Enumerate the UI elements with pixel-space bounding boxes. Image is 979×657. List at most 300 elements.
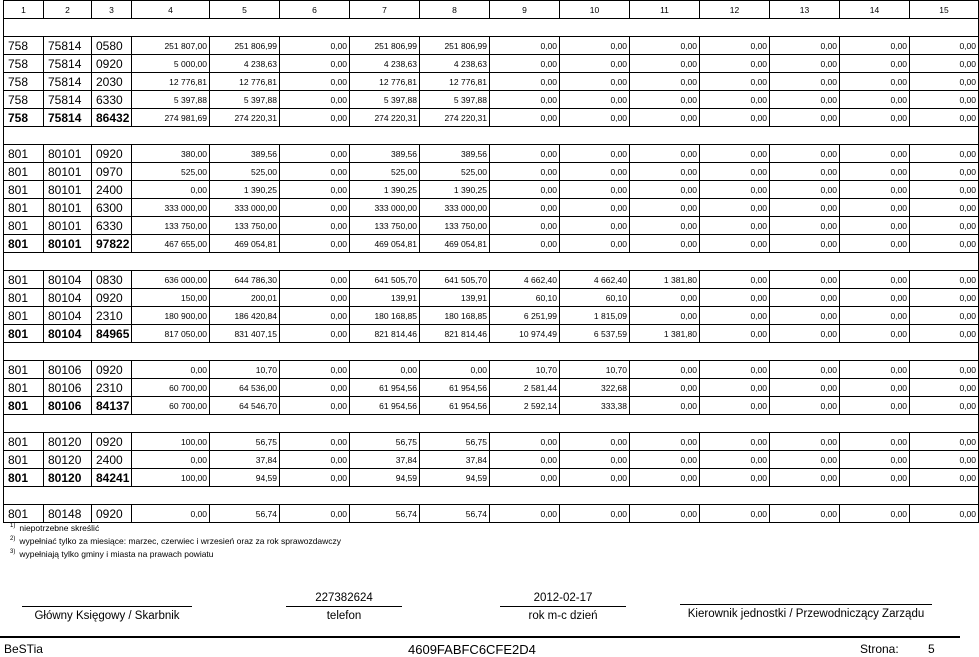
section-code: 801 xyxy=(4,199,44,217)
amount-cell: 0,00 xyxy=(280,271,350,289)
amount-cell: 6 251,99 xyxy=(490,307,560,325)
amount-cell: 0,00 xyxy=(840,181,910,199)
chapter-code: 75814 xyxy=(44,91,92,109)
amount-cell: 0,00 xyxy=(840,505,910,523)
amount-cell: 0,00 xyxy=(132,181,210,199)
amount-cell: 4 238,63 xyxy=(210,55,280,73)
amount-cell: 0,00 xyxy=(770,91,840,109)
table-row xyxy=(4,379,979,397)
amount-cell: 0,00 xyxy=(840,307,910,325)
amount-cell: 0,00 xyxy=(700,361,770,379)
amount-cell: 333 000,00 xyxy=(210,199,280,217)
amount-cell: 0,00 xyxy=(910,91,979,109)
amount-cell: 0,00 xyxy=(560,505,630,523)
amount-cell: 0,00 xyxy=(770,235,840,253)
amount-cell: 0,00 xyxy=(910,163,979,181)
amount-cell: 0,00 xyxy=(560,109,630,127)
amount-cell: 0,00 xyxy=(630,397,700,415)
paragraph-code: 2310 xyxy=(92,307,132,325)
chapter-code: 80106 xyxy=(44,361,92,379)
amount-cell: 525,00 xyxy=(210,163,280,181)
amount-cell: 0,00 xyxy=(910,181,979,199)
chapter-code: 80101 xyxy=(44,145,92,163)
amount-cell: 0,00 xyxy=(630,505,700,523)
amount-cell: 0,00 xyxy=(910,397,979,415)
amount-cell: 0,00 xyxy=(630,37,700,55)
separator-cell xyxy=(4,19,979,37)
table-row xyxy=(4,505,979,523)
amount-cell: 0,00 xyxy=(770,217,840,235)
amount-cell: 0,00 xyxy=(910,289,979,307)
amount-cell: 0,00 xyxy=(630,307,700,325)
amount-cell: 0,00 xyxy=(132,361,210,379)
chapter-code: 80101 xyxy=(44,217,92,235)
amount-cell: 0,00 xyxy=(350,361,420,379)
amount-cell: 10,70 xyxy=(560,361,630,379)
amount-cell: 525,00 xyxy=(420,163,490,181)
amount-cell: 0,00 xyxy=(630,217,700,235)
amount-cell: 0,00 xyxy=(280,73,350,91)
amount-cell: 0,00 xyxy=(700,469,770,487)
table-row xyxy=(4,361,979,379)
amount-cell: 1 381,80 xyxy=(630,271,700,289)
table-row xyxy=(4,307,979,325)
column-header: 6 xyxy=(280,1,350,19)
amount-cell: 94,59 xyxy=(210,469,280,487)
chapter-code: 80101 xyxy=(44,163,92,181)
amount-cell: 0,00 xyxy=(630,289,700,307)
amount-cell: 0,00 xyxy=(630,163,700,181)
amount-cell: 0,00 xyxy=(630,91,700,109)
amount-cell: 525,00 xyxy=(132,163,210,181)
amount-cell: 0,00 xyxy=(840,433,910,451)
amount-cell: 61 954,56 xyxy=(350,397,420,415)
amount-cell: 0,00 xyxy=(840,289,910,307)
table-row xyxy=(4,217,979,235)
amount-cell: 0,00 xyxy=(910,271,979,289)
amount-cell: 0,00 xyxy=(910,235,979,253)
footnotes xyxy=(10,521,341,559)
section-code: 758 xyxy=(4,55,44,73)
section-code: 758 xyxy=(4,37,44,55)
amount-cell: 133 750,00 xyxy=(350,217,420,235)
amount-cell: 0,00 xyxy=(840,235,910,253)
amount-cell: 56,74 xyxy=(420,505,490,523)
section-code: 801 xyxy=(4,163,44,181)
table-row xyxy=(4,271,979,289)
amount-cell: 0,00 xyxy=(770,379,840,397)
amount-cell: 61 954,56 xyxy=(350,379,420,397)
amount-cell: 0,00 xyxy=(630,361,700,379)
amount-cell: 251 806,99 xyxy=(420,37,490,55)
amount-cell: 274 981,69 xyxy=(132,109,210,127)
amount-cell: 0,00 xyxy=(560,235,630,253)
section-code: 801 xyxy=(4,361,44,379)
amount-cell: 0,00 xyxy=(770,469,840,487)
date-value: 2012-02-17 xyxy=(533,592,593,604)
amount-cell: 64 536,00 xyxy=(210,379,280,397)
amount-cell: 0,00 xyxy=(280,451,350,469)
amount-cell: 251 806,99 xyxy=(350,37,420,55)
amount-cell: 133 750,00 xyxy=(132,217,210,235)
chapter-code: 80120 xyxy=(44,469,92,487)
amount-cell: 0,00 xyxy=(840,163,910,181)
amount-cell: 0,00 xyxy=(280,181,350,199)
amount-cell: 60 700,00 xyxy=(132,397,210,415)
amount-cell: 0,00 xyxy=(700,199,770,217)
amount-cell: 469 054,81 xyxy=(420,235,490,253)
table-row xyxy=(4,145,979,163)
amount-cell: 0,00 xyxy=(560,451,630,469)
amount-cell: 10,70 xyxy=(490,361,560,379)
table-row xyxy=(4,199,979,217)
amount-cell: 0,00 xyxy=(560,217,630,235)
amount-cell: 200,01 xyxy=(210,289,280,307)
amount-cell: 0,00 xyxy=(560,145,630,163)
amount-cell: 180 168,85 xyxy=(420,307,490,325)
amount-cell: 0,00 xyxy=(770,451,840,469)
paragraph-code: 6300 xyxy=(92,199,132,217)
amount-cell: 831 407,15 xyxy=(210,325,280,343)
chapter-code: 80120 xyxy=(44,451,92,469)
amount-cell: 5 000,00 xyxy=(132,55,210,73)
amount-cell: 0,00 xyxy=(490,55,560,73)
amount-cell: 0,00 xyxy=(490,109,560,127)
amount-cell: 0,00 xyxy=(700,37,770,55)
amount-cell: 94,59 xyxy=(350,469,420,487)
amount-cell: 5 397,88 xyxy=(420,91,490,109)
page-footer xyxy=(0,636,960,656)
amount-cell: 0,00 xyxy=(280,199,350,217)
group-separator xyxy=(4,253,979,271)
amount-cell: 0,00 xyxy=(770,505,840,523)
amount-cell: 0,00 xyxy=(132,451,210,469)
amount-cell: 61 954,56 xyxy=(420,379,490,397)
paragraph-code: 0920 xyxy=(92,361,132,379)
amount-cell: 0,00 xyxy=(840,325,910,343)
amount-cell: 0,00 xyxy=(280,433,350,451)
amount-cell: 0,00 xyxy=(280,37,350,55)
amount-cell: 467 655,00 xyxy=(132,235,210,253)
group-separator xyxy=(4,415,979,433)
date-signature xyxy=(500,592,626,622)
chapter-code: 80101 xyxy=(44,181,92,199)
amount-cell: 0,00 xyxy=(560,91,630,109)
separator-cell xyxy=(4,127,979,145)
amount-cell: 0,00 xyxy=(770,271,840,289)
paragraph-code: 0920 xyxy=(92,289,132,307)
amount-cell: 0,00 xyxy=(280,235,350,253)
amount-cell: 6 537,59 xyxy=(560,325,630,343)
paragraph-code: 2400 xyxy=(92,451,132,469)
phone-value: 227382624 xyxy=(315,592,373,604)
amount-cell: 0,00 xyxy=(910,505,979,523)
paragraph-code: 0970 xyxy=(92,163,132,181)
amount-cell: 0,00 xyxy=(630,145,700,163)
amount-cell: 0,00 xyxy=(280,145,350,163)
amount-cell: 0,00 xyxy=(700,379,770,397)
amount-cell: 0,00 xyxy=(700,91,770,109)
footnote: $^{1)}$ niepotrzebne skreślić xyxy=(10,522,100,533)
amount-cell: 0,00 xyxy=(420,361,490,379)
amount-cell: 1 390,25 xyxy=(210,181,280,199)
amount-cell: 1 815,09 xyxy=(560,307,630,325)
chapter-code: 80104 xyxy=(44,289,92,307)
amount-cell: 0,00 xyxy=(700,289,770,307)
subtotal-row xyxy=(4,109,979,127)
column-header: 2 xyxy=(44,1,92,19)
table-row xyxy=(4,55,979,73)
section-code: 801 xyxy=(4,469,44,487)
amount-cell: 100,00 xyxy=(132,433,210,451)
phone-signature xyxy=(286,592,402,622)
table-row xyxy=(4,289,979,307)
amount-cell: 56,74 xyxy=(210,505,280,523)
amount-cell: 0,00 xyxy=(700,307,770,325)
amount-cell: 0,00 xyxy=(700,55,770,73)
amount-cell: 0,00 xyxy=(910,199,979,217)
amount-cell: 0,00 xyxy=(560,181,630,199)
amount-cell: 0,00 xyxy=(490,433,560,451)
amount-cell: 0,00 xyxy=(770,325,840,343)
section-code: 801 xyxy=(4,289,44,307)
amount-cell: 0,00 xyxy=(770,199,840,217)
paragraph-code: 6330 xyxy=(92,217,132,235)
paragraph-code: 2400 xyxy=(92,181,132,199)
amount-cell: 0,00 xyxy=(910,361,979,379)
amount-cell: 0,00 xyxy=(560,37,630,55)
amount-cell: 180 168,85 xyxy=(350,307,420,325)
subtotal-row xyxy=(4,325,979,343)
amount-cell: 469 054,81 xyxy=(350,235,420,253)
amount-cell: 0,00 xyxy=(910,73,979,91)
date-label: rok m-c dzień xyxy=(500,606,626,622)
column-header: 10 xyxy=(560,1,630,19)
amount-cell: 0,00 xyxy=(280,109,350,127)
amount-cell: 469 054,81 xyxy=(210,235,280,253)
amount-cell: 0,00 xyxy=(840,145,910,163)
amount-cell: 0,00 xyxy=(840,91,910,109)
amount-cell: 0,00 xyxy=(490,163,560,181)
amount-cell: 0,00 xyxy=(490,37,560,55)
paragraph-code: 0920 xyxy=(92,505,132,523)
phone-label: telefon xyxy=(286,606,402,622)
footnote: $^{3)}$ wypełniają tylko gminy i miasta na prawach powiatu xyxy=(10,548,214,559)
amount-cell: 0,00 xyxy=(700,505,770,523)
amount-cell: 139,91 xyxy=(420,289,490,307)
amount-cell: 0,00 xyxy=(840,361,910,379)
chapter-code: 80148 xyxy=(44,505,92,523)
page-number: 5 xyxy=(928,642,935,656)
table-row xyxy=(4,73,979,91)
amount-cell: 56,74 xyxy=(350,505,420,523)
amount-cell: 0,00 xyxy=(840,55,910,73)
amount-cell: 0,00 xyxy=(910,451,979,469)
paragraph-code: 84137 xyxy=(92,397,132,415)
amount-cell: 0,00 xyxy=(700,325,770,343)
amount-cell: 60,10 xyxy=(490,289,560,307)
paragraph-code: 86432 xyxy=(92,109,132,127)
amount-cell: 0,00 xyxy=(490,505,560,523)
amount-cell: 0,00 xyxy=(490,235,560,253)
amount-cell: 4 238,63 xyxy=(420,55,490,73)
amount-cell: 37,84 xyxy=(350,451,420,469)
chapter-code: 80120 xyxy=(44,433,92,451)
amount-cell: 0,00 xyxy=(132,505,210,523)
section-code: 801 xyxy=(4,145,44,163)
section-code: 801 xyxy=(4,307,44,325)
paragraph-code: 84241 xyxy=(92,469,132,487)
amount-cell: 0,00 xyxy=(280,163,350,181)
footnote: $^{2)}$ wypełniać tylko za miesiące: marzec, czerwiec i wrzesień oraz za rok sprawozdawczy xyxy=(10,535,342,546)
amount-cell: 0,00 xyxy=(840,109,910,127)
amount-cell: 1 390,25 xyxy=(350,181,420,199)
amount-cell: 60 700,00 xyxy=(132,379,210,397)
amount-cell: 0,00 xyxy=(630,55,700,73)
section-code: 801 xyxy=(4,235,44,253)
amount-cell: 37,84 xyxy=(210,451,280,469)
amount-cell: 133 750,00 xyxy=(420,217,490,235)
amount-cell: 4 662,40 xyxy=(490,271,560,289)
amount-cell: 0,00 xyxy=(280,55,350,73)
amount-cell: 0,00 xyxy=(840,37,910,55)
amount-cell: 0,00 xyxy=(630,181,700,199)
table-row xyxy=(4,181,979,199)
amount-cell: 0,00 xyxy=(630,109,700,127)
amount-cell: 389,56 xyxy=(350,145,420,163)
amount-cell: 5 397,88 xyxy=(210,91,280,109)
group-separator xyxy=(4,19,979,37)
amount-cell: 56,75 xyxy=(210,433,280,451)
amount-cell: 0,00 xyxy=(910,37,979,55)
amount-cell: 2 581,44 xyxy=(490,379,560,397)
amount-cell: 0,00 xyxy=(700,73,770,91)
amount-cell: 0,00 xyxy=(770,37,840,55)
column-header: 1 xyxy=(4,1,44,19)
amount-cell: 0,00 xyxy=(910,469,979,487)
report-table xyxy=(3,0,979,523)
amount-cell: 0,00 xyxy=(700,109,770,127)
amount-cell: 1 390,25 xyxy=(420,181,490,199)
amount-cell: 0,00 xyxy=(910,379,979,397)
amount-cell: 0,00 xyxy=(700,145,770,163)
column-header: 4 xyxy=(132,1,210,19)
amount-cell: 0,00 xyxy=(560,55,630,73)
group-separator xyxy=(4,487,979,505)
paragraph-code: 0830 xyxy=(92,271,132,289)
amount-cell: 0,00 xyxy=(700,451,770,469)
amount-cell: 525,00 xyxy=(350,163,420,181)
paragraph-code: 0580 xyxy=(92,37,132,55)
amount-cell: 251 807,00 xyxy=(132,37,210,55)
amount-cell: 56,75 xyxy=(420,433,490,451)
amount-cell: 0,00 xyxy=(280,289,350,307)
chapter-code: 80104 xyxy=(44,307,92,325)
amount-cell: 0,00 xyxy=(630,433,700,451)
amount-cell: 0,00 xyxy=(280,361,350,379)
amount-cell: 0,00 xyxy=(560,163,630,181)
amount-cell: 4 662,40 xyxy=(560,271,630,289)
amount-cell: 333 000,00 xyxy=(420,199,490,217)
amount-cell: 186 420,84 xyxy=(210,307,280,325)
amount-cell: 0,00 xyxy=(770,307,840,325)
amount-cell: 0,00 xyxy=(490,145,560,163)
amount-cell: 0,00 xyxy=(490,217,560,235)
header-row xyxy=(4,1,979,19)
amount-cell: 0,00 xyxy=(910,109,979,127)
chapter-code: 80101 xyxy=(44,199,92,217)
amount-cell: 274 220,31 xyxy=(420,109,490,127)
column-header: 7 xyxy=(350,1,420,19)
section-code: 801 xyxy=(4,271,44,289)
column-header: 14 xyxy=(840,1,910,19)
table-row xyxy=(4,91,979,109)
paragraph-code: 0920 xyxy=(92,55,132,73)
amount-cell: 0,00 xyxy=(280,217,350,235)
amount-cell: 0,00 xyxy=(280,505,350,523)
amount-cell: 0,00 xyxy=(280,397,350,415)
amount-cell: 139,91 xyxy=(350,289,420,307)
amount-cell: 0,00 xyxy=(910,145,979,163)
amount-cell: 333,38 xyxy=(560,397,630,415)
amount-cell: 641 505,70 xyxy=(420,271,490,289)
column-header: 9 xyxy=(490,1,560,19)
table-row xyxy=(4,433,979,451)
section-code: 801 xyxy=(4,433,44,451)
amount-cell: 322,68 xyxy=(560,379,630,397)
amount-cell: 0,00 xyxy=(560,73,630,91)
column-header: 8 xyxy=(420,1,490,19)
amount-cell: 61 954,56 xyxy=(420,397,490,415)
amount-cell: 0,00 xyxy=(770,109,840,127)
amount-cell: 0,00 xyxy=(770,181,840,199)
separator-cell xyxy=(4,343,979,361)
amount-cell: 10,70 xyxy=(210,361,280,379)
amount-cell: 64 546,70 xyxy=(210,397,280,415)
amount-cell: 0,00 xyxy=(280,91,350,109)
section-code: 801 xyxy=(4,325,44,343)
amount-cell: 274 220,31 xyxy=(350,109,420,127)
amount-cell: 0,00 xyxy=(840,451,910,469)
app-name: BeSTia xyxy=(4,642,43,656)
paragraph-code: 97822 xyxy=(92,235,132,253)
accountant-label: Główny Księgowy / Skarbnik xyxy=(22,606,192,622)
amount-cell: 821 814,46 xyxy=(420,325,490,343)
amount-cell: 817 050,00 xyxy=(132,325,210,343)
amount-cell: 0,00 xyxy=(910,307,979,325)
amount-cell: 0,00 xyxy=(280,379,350,397)
section-code: 801 xyxy=(4,379,44,397)
head-signature xyxy=(680,590,932,620)
subtotal-row xyxy=(4,469,979,487)
amount-cell: 0,00 xyxy=(770,145,840,163)
amount-cell: 0,00 xyxy=(630,451,700,469)
amount-cell: 150,00 xyxy=(132,289,210,307)
chapter-code: 80101 xyxy=(44,235,92,253)
chapter-code: 80106 xyxy=(44,397,92,415)
document-code: 4609FABFC6CFE2D4 xyxy=(408,642,536,657)
amount-cell: 0,00 xyxy=(910,55,979,73)
amount-cell: 0,00 xyxy=(700,163,770,181)
section-code: 801 xyxy=(4,451,44,469)
amount-cell: 0,00 xyxy=(840,73,910,91)
section-code: 801 xyxy=(4,181,44,199)
amount-cell: 389,56 xyxy=(420,145,490,163)
amount-cell: 0,00 xyxy=(770,433,840,451)
amount-cell: 0,00 xyxy=(490,451,560,469)
amount-cell: 0,00 xyxy=(700,397,770,415)
amount-cell: 636 000,00 xyxy=(132,271,210,289)
